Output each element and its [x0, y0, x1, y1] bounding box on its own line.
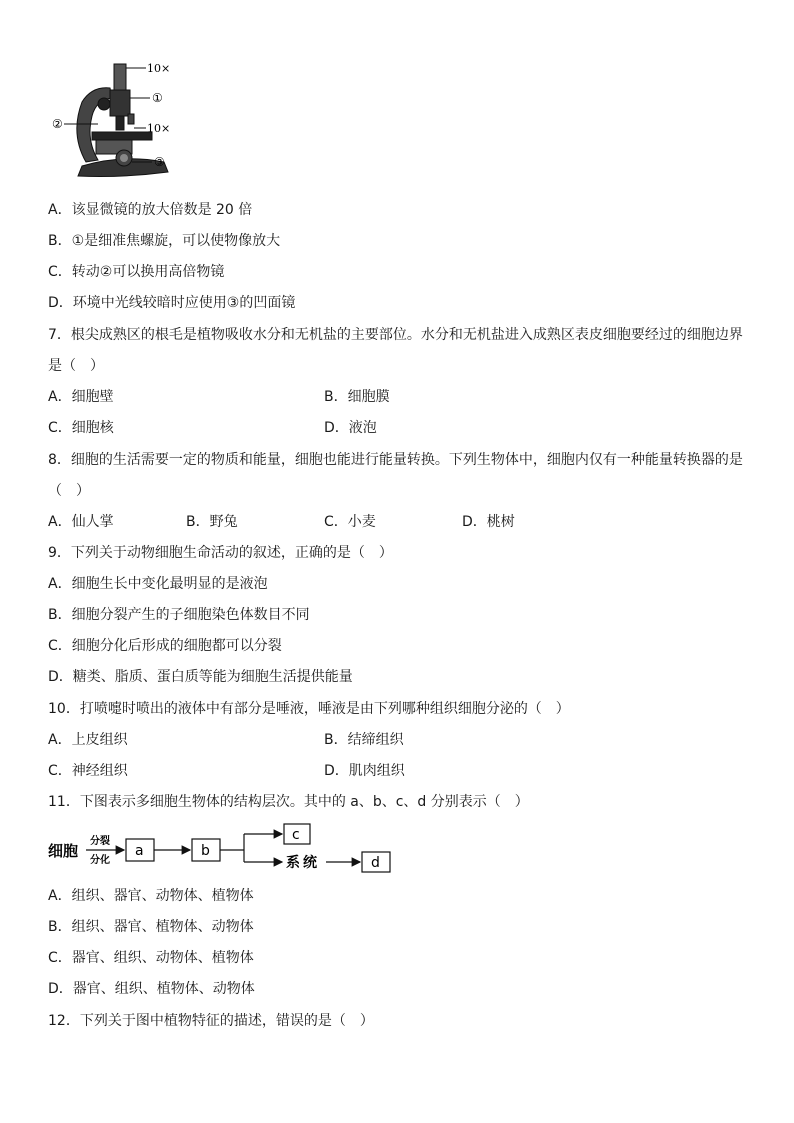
diagram-divide-label: 分裂: [90, 836, 110, 847]
diagram-box-d-label: d: [371, 855, 380, 871]
q10-option-b: B．结缔组织: [324, 732, 404, 748]
q10-option-a: A．上皮组织: [48, 732, 128, 748]
q8-option-a: A．仙人掌: [48, 514, 114, 530]
q11-option-a: A．组织、器官、动物体、植物体: [48, 888, 254, 904]
microscope-figure: [52, 54, 192, 184]
q10-option-d: D．肌肉组织: [324, 763, 405, 779]
q11-option-d: D．器官、组织、植物体、动物体: [48, 981, 255, 997]
diagram-box-b-label: b: [201, 843, 210, 859]
q11-option-c: C．器官、组织、动物体、植物体: [48, 950, 254, 966]
diagram-box-a-label: a: [135, 843, 144, 859]
q9-option-d: D．糖类、脂质、蛋白质等能为细胞生活提供能量: [48, 669, 353, 685]
q6-option-d: D．环境中光线较暗时应使用③的凹面镜: [48, 295, 296, 311]
objective-mag-label: 10×: [147, 122, 171, 135]
q7-option-c: C．细胞核: [48, 420, 114, 436]
q10-option-c: C．神经组织: [48, 763, 128, 779]
q11-option-b: B．组织、器官、植物体、动物体: [48, 919, 254, 935]
q11-stem: 11．下图表示多细胞生物体的结构层次。其中的 a、b、c、d 分别表示（ ）: [48, 794, 529, 810]
q7-stem-line2: 是（ ）: [48, 358, 104, 374]
q8-stem-line1: 8．细胞的生活需要一定的物质和能量，细胞也能进行能量转换。下列生物体中，细胞内仅有一种能量转换器的是: [48, 452, 743, 468]
q7-option-a: A．细胞壁: [48, 389, 114, 405]
q8-option-d: D．桃树: [462, 514, 515, 530]
q6-option-c: C．转动②可以换用高倍物镜: [48, 264, 225, 280]
q8-stem-line2: （ ）: [48, 483, 90, 499]
q7-stem-line1: 7．根尖成熟区的根毛是植物吸收水分和无机盐的主要部位。水分和无机盐进入成熟区表皮细胞要经过的细胞边界: [48, 327, 743, 343]
q7-option-d: D．液泡: [324, 420, 377, 436]
q7-option-b: B．细胞膜: [324, 389, 390, 405]
part-label-1: ①: [152, 91, 163, 105]
eyepiece-mag-label: 10×: [147, 62, 171, 75]
part-label-2: ②: [52, 117, 63, 131]
q9-stem: 9．下列关于动物细胞生命活动的叙述，正确的是（ ）: [48, 545, 393, 561]
diagram-system-label: 系统: [286, 855, 320, 871]
q8-option-b: B．野兔: [186, 514, 238, 530]
q12-stem: 12．下列关于图中植物特征的描述，错误的是（ ）: [48, 1013, 374, 1029]
q10-stem: 10．打喷嚏时喷出的液体中有部分是唾液，唾液是由下列哪种组织细胞分泌的（ ）: [48, 701, 570, 717]
q9-option-c: C．细胞分化后形成的细胞都可以分裂: [48, 638, 282, 654]
q9-option-b: B．细胞分裂产生的子细胞染色体数目不同: [48, 607, 310, 623]
part-label-3: ③: [154, 155, 165, 169]
structure-level-diagram: [46, 820, 406, 876]
diagram-differentiate-label: 分化: [90, 855, 110, 866]
diagram-box-c-label: c: [292, 827, 300, 843]
q6-option-b: B．①是细准焦螺旋，可以使物像放大: [48, 233, 281, 249]
q9-option-a: A．细胞生长中变化最明显的是液泡: [48, 576, 268, 592]
diagram-cell-label: 细胞: [48, 842, 79, 860]
q8-option-c: C．小麦: [324, 514, 376, 530]
q6-option-a: A．该显微镜的放大倍数是 20 倍: [48, 202, 253, 218]
